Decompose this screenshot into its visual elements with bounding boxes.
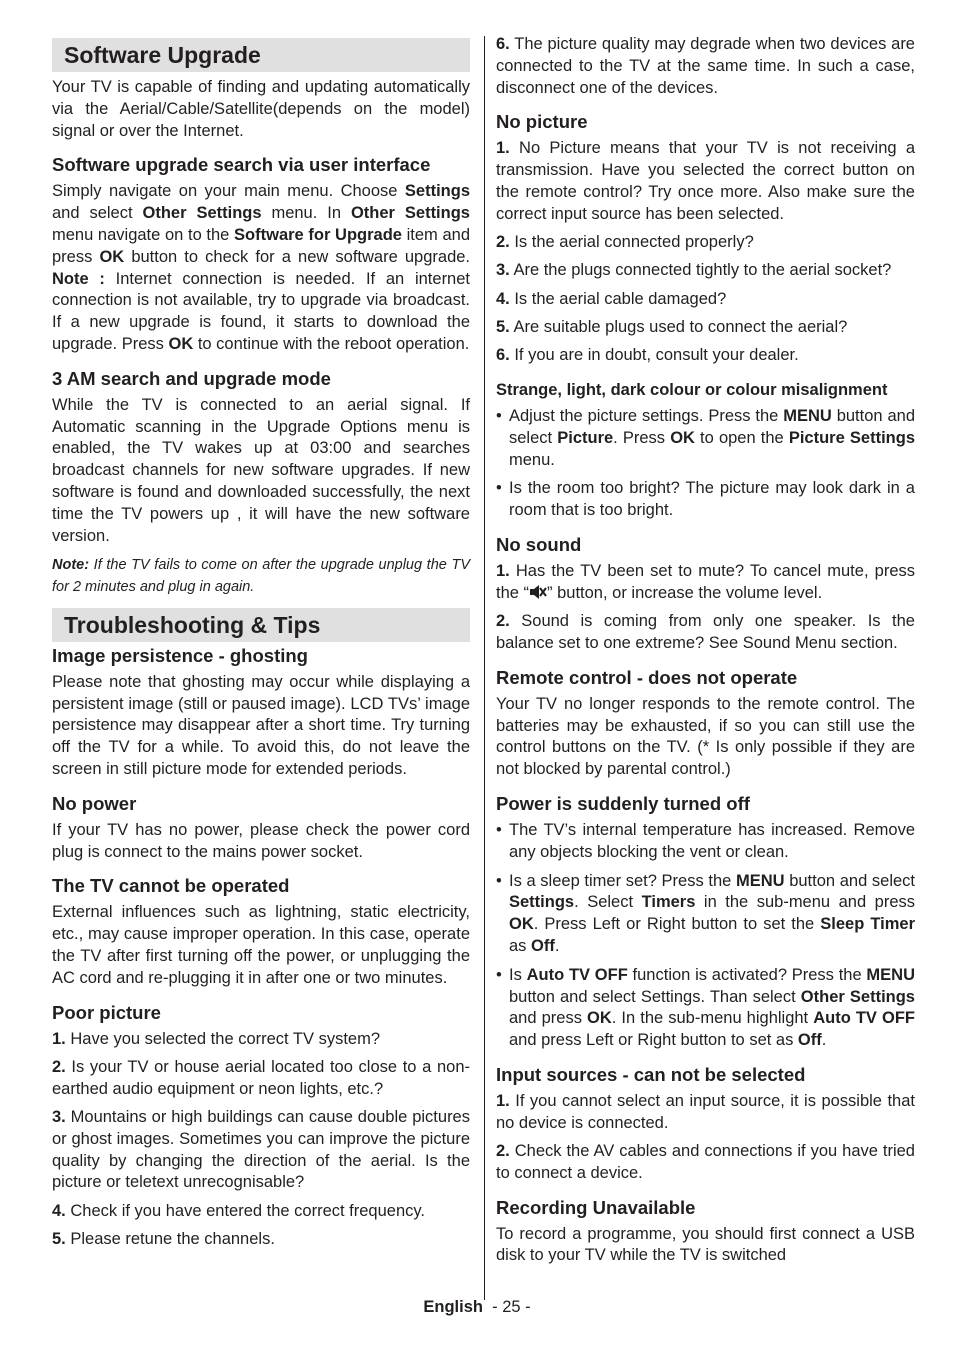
section-banner-software-upgrade: Software Upgrade bbox=[52, 38, 470, 72]
poor-picture-item: 6. The picture quality may degrade when two devices are connected to the TV at the same time. In such a case, disconnect one of the devices. bbox=[496, 35, 915, 97]
heading-remote-control: Remote control - does not operate bbox=[496, 666, 798, 688]
list-item: • Adjust the picture settings. Press the MENU button and select Picture. Press OK to open the Picture Settings menu. bbox=[496, 406, 915, 471]
poor-picture-item: 4. Check if you have entered the correct frequency. bbox=[52, 1201, 425, 1220]
heading-poor-picture: Poor picture bbox=[52, 1001, 161, 1023]
remote-control-text: Your TV no longer responds to the remote control. The batteries may be exhausted, if so you can still use the control buttons on the TV. (* Is only possible if they are not blocked by parental control.) bbox=[496, 694, 915, 779]
poor-picture-item: 5. Please retune the channels. bbox=[52, 1229, 275, 1248]
3am-upgrade-text: While the TV is connected to an aerial signal. If Automatic scanning in the Upgrade Options menu is enabled, the TV wakes up at 03:00 and searches broadcast channels for new software upgrades. If new software is found and downloaded successfully, the next time the TV powers up , it will have the new software version. bbox=[52, 395, 470, 545]
upgrade-search-text: Simply navigate on your main menu. Choose Settings and select Other Settings menu. In Other Settings menu navigate on to the Software for Upgrade item and press OK button to check for a new software upgrade. Note : Internet connection is needed. If an internet connection is not available, try to upgrade via broadcast. If a new upgrade is found, it starts to download the upgrade. Press OK to continue with the reboot operation. bbox=[52, 182, 471, 353]
no-power-text: If your TV has no power, please check the power cord plug is connect to the mains power socket. bbox=[52, 820, 470, 861]
heading-no-sound: No sound bbox=[496, 534, 582, 556]
no-picture-item: 1. No Picture means that your TV is not receiving a transmission. Have you selected the correct button on the remote control? Try once more. Also make sure the correct input source has been selected. bbox=[496, 139, 915, 223]
no-picture-item: 2. Is the aerial connected properly? bbox=[496, 233, 754, 252]
colour-tips-list bbox=[496, 406, 915, 522]
list-item: • The TV’s internal temperature has increased. Remove any objects blocking the vent or clean. bbox=[496, 820, 915, 864]
ghosting-text: Please note that ghosting may occur while displaying a persistent image (still or paused image). LCD TVs’ image persistence may disappear after a short time. Try turning off the TV for a while. To avoid this, do not leave the screen in still picture mode for extended periods. bbox=[52, 672, 470, 779]
heading-no-power: No power bbox=[52, 792, 137, 814]
left-column bbox=[52, 34, 470, 1257]
no-picture-item: 4. Is the aerial cable damaged? bbox=[496, 289, 727, 308]
section-banner-troubleshooting: Troubleshooting & Tips bbox=[52, 608, 470, 642]
heading-upgrade-search: Software upgrade search via user interface bbox=[52, 154, 431, 176]
page-number: - 25 - bbox=[482, 1298, 531, 1316]
heading-no-picture: No picture bbox=[496, 111, 588, 133]
page-footer bbox=[0, 1298, 954, 1317]
heading-ghosting: Image persistence - ghosting bbox=[52, 644, 308, 666]
no-picture-item: 5. Are suitable plugs used to connect the aerial? bbox=[496, 317, 848, 336]
poor-picture-item: 2. Is your TV or house aerial located too close to a non-earthed audio equipment or neon lights, etc.? bbox=[52, 1057, 470, 1098]
cannot-operate-text: External influences such as lightning, static electricity, etc., may cause improper operation. In this case, operate the TV after first turning off the power, or unplugging the AC cord and re-plugging it in after one or two minutes. bbox=[52, 903, 470, 987]
no-picture-item: 6. If you are in doubt, consult your dealer. bbox=[496, 346, 799, 365]
footer-language: English bbox=[423, 1298, 483, 1316]
no-sound-item: 1. Has the TV been set to mute? To cancel mute, press the “ ” button, or increase the volume level. bbox=[496, 562, 915, 602]
speaker-mute-icon bbox=[529, 584, 547, 600]
input-sources-item: 1. If you cannot select an input source, it is possible that no device is connected. bbox=[496, 1091, 915, 1132]
heading-input-sources: Input sources - can not be selected bbox=[496, 1063, 806, 1085]
poor-picture-item: 1. Have you selected the correct TV system? bbox=[52, 1029, 381, 1048]
heading-colour-misalignment: Strange, light, dark colour or colour misalignment bbox=[496, 381, 888, 400]
power-off-list bbox=[496, 820, 915, 1052]
list-item: • Is Auto TV OFF function is activated? Press the MENU button and select Settings. Than select Other Settings and press OK. In the sub-menu highlight Auto TV OFF and press Left or Right button to set as Off. bbox=[496, 965, 915, 1052]
heading-power-off: Power is suddenly turned off bbox=[496, 792, 750, 814]
upgrade-note: Note: If the TV fails to come on after the upgrade unplug the TV for 2 minutes and plug in again. bbox=[52, 556, 470, 595]
recording-text: To record a programme, you should first connect a USB disk to your TV while the TV is switched bbox=[496, 1224, 915, 1265]
software-intro: Your TV is capable of finding and updating automatically via the Aerial/Cable/Satellite(depends on the model) signal or over the Internet. bbox=[52, 78, 470, 140]
input-sources-item: 2. Check the AV cables and connections if you have tried to connect a device. bbox=[496, 1141, 915, 1182]
column-divider bbox=[484, 36, 485, 1300]
no-picture-item: 3. Are the plugs connected tightly to the aerial socket? bbox=[496, 261, 892, 280]
poor-picture-item: 3. Mountains or high buildings can cause double pictures or ghost images. Sometimes you can improve the picture quality by changing the direction of the aerial. Is the picture or teletext unrecognisable? bbox=[52, 1108, 470, 1192]
heading-cannot-operate: The TV cannot be operated bbox=[52, 875, 290, 897]
heading-recording-unavailable: Recording Unavailable bbox=[496, 1196, 696, 1218]
no-sound-item: 2. Sound is coming from only one speaker. Is the balance set to one extreme? See Sound Menu section. bbox=[496, 612, 915, 652]
list-item: • Is a sleep timer set? Press the MENU button and select Settings. Select Timers in the sub-menu and press OK. Press Left or Right button to set the Sleep Timer as Off. bbox=[496, 871, 915, 958]
right-column bbox=[496, 34, 915, 1274]
list-item: • Is the room too bright? The picture may look dark in a room that is too bright. bbox=[496, 478, 915, 522]
heading-3am-upgrade: 3 AM search and upgrade mode bbox=[52, 367, 331, 389]
